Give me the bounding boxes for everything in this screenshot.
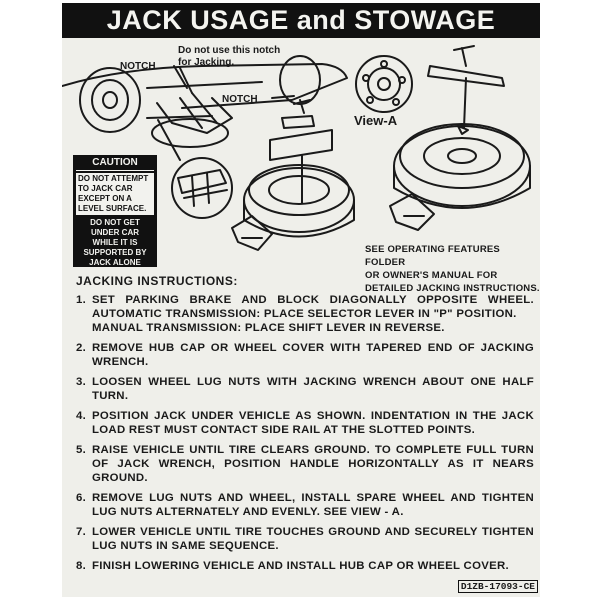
instruction-step [76, 375, 534, 403]
part-number: D1ZB-17093-CE [458, 580, 538, 593]
step-number: 5. [76, 444, 87, 456]
step-number: 2. [76, 342, 87, 354]
instruction-step [76, 525, 534, 553]
caution-warning-line: EXCEPT ON A [78, 194, 132, 203]
jack-usage-label [62, 3, 540, 597]
page-title: JACK USAGE and STOWAGE [62, 3, 540, 38]
caution-heading: CAUTION [76, 157, 154, 171]
caution-body [76, 218, 154, 268]
step-text: FINISH LOWERING VEHICLE AND INSTALL HUB CAP OR WHEEL COVER. [92, 560, 510, 572]
caution-body-line: JACK ALONE [89, 258, 141, 267]
notch-label-1: NOTCH [120, 61, 156, 72]
step-number: 3. [76, 376, 87, 388]
caution-warning-line: TO JACK CAR [78, 184, 133, 193]
step-number: 4. [76, 410, 87, 422]
step-text: REMOVE LUG NUTS AND WHEEL, INSTALL SPARE WHEEL AND TIGHTEN LUG NUTS ALTERNATELY AND EVENLY. SEE VIEW - A. [92, 492, 534, 518]
caution-warning [76, 173, 154, 215]
notch-warning-line1: Do not use this notch [178, 45, 281, 56]
caution-body-line: DO NOT GET [90, 218, 140, 227]
notch-label-2: NOTCH [222, 94, 258, 105]
step-text: REMOVE HUB CAP OR WHEEL COVER WITH TAPERED END OF JACKING WRENCH. [92, 342, 534, 368]
step-number: 7. [76, 526, 87, 538]
step-subtext: MANUAL TRANSMISSION: PLACE SHIFT LEVER IN REVERSE. [92, 322, 445, 334]
step-number: 6. [76, 492, 87, 504]
instruction-step [76, 559, 534, 573]
center-tire-illustration [232, 100, 354, 250]
step-number: 8. [76, 560, 87, 572]
instruction-step [76, 293, 534, 335]
caution-body-line: UNDER CAR [91, 228, 139, 237]
instruction-step [76, 341, 534, 369]
step-number: 1. [76, 294, 87, 306]
instructions-heading: JACKING INSTRUCTIONS: [76, 274, 238, 288]
caution-box [73, 155, 157, 267]
view-a-label: View-A [354, 113, 398, 128]
see-folder-line: DETAILED JACKING INSTRUCTIONS. [365, 283, 540, 294]
step-text: POSITION JACK UNDER VEHICLE AS SHOWN. INDENTATION IN THE JACK LOAD REST MUST CONTACT SIDE RAIL AT THE SLOTTED POINTS. [92, 410, 534, 436]
see-folder-line: SEE OPERATING FEATURES FOLDER [365, 244, 500, 268]
step-text: SET PARKING BRAKE AND BLOCK DIAGONALLY OPPOSITE WHEEL. AUTOMATIC TRANSMISSION: PLACE SELECTOR LEVER IN "P" POSITION. [92, 294, 534, 320]
see-folder-line: OR OWNER'S MANUAL FOR [365, 270, 498, 281]
step-text-wrap [92, 293, 534, 335]
view-a-hub-illustration [356, 56, 412, 112]
instruction-step [76, 491, 534, 519]
notch-warning-line2: for Jacking. [178, 57, 235, 68]
caution-body-line: SUPPORTED BY [83, 248, 147, 257]
see-folder-note [365, 243, 540, 295]
instruction-step [76, 409, 534, 437]
jack-detail-circle [158, 120, 232, 218]
step-text: RAISE VEHICLE UNTIL TIRE CLEARS GROUND. TO COMPLETE FULL TURN OF JACK WRENCH, POSITION HANDLE HORIZONTALLY AS IT NEARS GROUND. [92, 444, 534, 484]
caution-body-line: WHILE IT IS [92, 238, 138, 247]
instructions-list [76, 293, 534, 579]
step-text: LOWER VEHICLE UNTIL TIRE TOUCHES GROUND AND SECURELY TIGHTEN LUG NUTS IN SAME SEQUENCE. [92, 526, 534, 552]
caution-warning-line: LEVEL SURFACE. [78, 204, 147, 213]
step-text: LOOSEN WHEEL LUG NUTS WITH JACKING WRENCH ABOUT ONE HALF TURN. [92, 376, 534, 402]
instruction-step [76, 443, 534, 485]
caution-warning-line: DO NOT ATTEMPT [78, 174, 149, 183]
